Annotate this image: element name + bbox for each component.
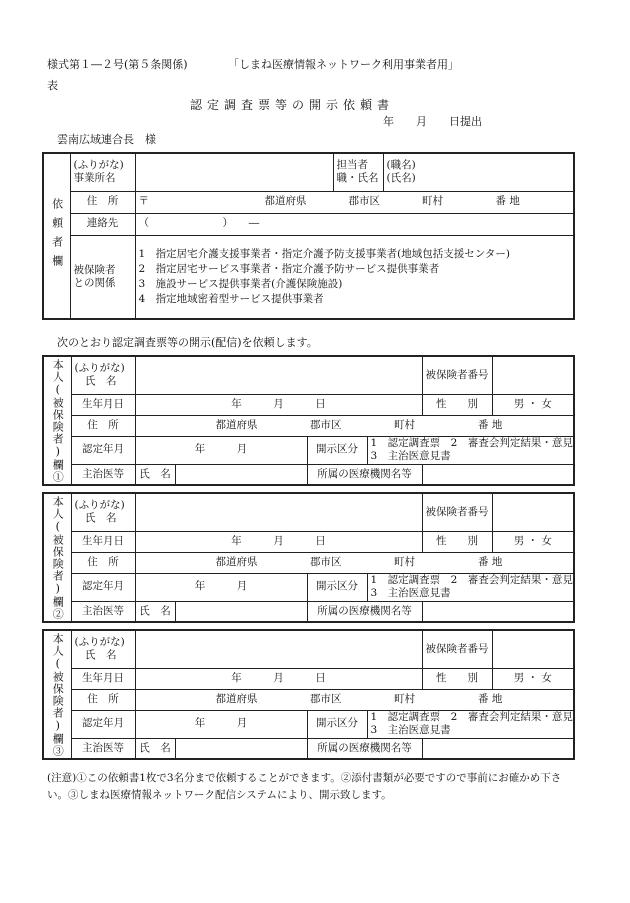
relation-label: 被保険者 との関係 [70, 235, 135, 319]
doctor-name-field[interactable] [175, 738, 307, 759]
person-address-field[interactable]: 都道府県 郡市区 町村 番 地 [135, 689, 574, 710]
insured-section-label: 本人(被保険者)欄② [43, 493, 71, 622]
disclosure-type-field[interactable]: 1 認定調査票 2 審査会判定結果・意見 3 主治医意見書 [367, 710, 574, 738]
relation-option: 3 施設サービス提供事業者(介護保険施設) [138, 277, 343, 290]
insured-number-label: 被保険者番号 [422, 630, 492, 668]
birth-field[interactable]: 年 月 日 [135, 531, 422, 552]
cert-month-label: 認定年月 [71, 710, 135, 738]
requester-table [42, 152, 575, 320]
disclosure-type-field[interactable]: 1 認定調査票 2 審査会判定結果・意見 3 主治医意見書 [367, 436, 574, 464]
institution-label: 所属の医療機関名等 [307, 601, 422, 622]
doctor-name-field[interactable] [175, 464, 307, 485]
insured-number-field[interactable] [492, 356, 574, 394]
gender-label: 性 別 [422, 531, 492, 552]
disclosure-type-label: 開示区分 [307, 710, 367, 738]
office-name-field[interactable] [135, 153, 333, 191]
cert-month-label: 認定年月 [71, 436, 135, 464]
gender-field[interactable]: 男 ・ 女 [492, 668, 574, 689]
relation-options[interactable] [135, 235, 574, 319]
intro-text: 次のとおり認定調査票等の開示(配信)を依頼します。 [57, 336, 318, 349]
name-field[interactable] [135, 630, 422, 668]
staff-field[interactable]: (職名) (氏名) [383, 153, 574, 191]
submission-date: 年 月 日提出 [383, 115, 482, 128]
addressee: 雲南広域連合長 様 [57, 133, 156, 146]
contact-field[interactable]: （ ） ― [135, 213, 574, 235]
address-label: 住 所 [70, 191, 135, 213]
gender-field[interactable]: 男 ・ 女 [492, 531, 574, 552]
insured-number-field[interactable] [492, 630, 574, 668]
disclosure-type-label: 開示区分 [307, 573, 367, 601]
insured-section-label: 本人(被保険者)欄③ [43, 630, 71, 759]
person-address-field[interactable]: 都道府県 郡市区 町村 番 地 [135, 415, 574, 436]
institution-field[interactable] [422, 738, 574, 759]
name-field[interactable] [135, 493, 422, 531]
institution-label: 所属の医療機関名等 [307, 464, 422, 485]
cert-month-field[interactable]: 年 月 [135, 573, 307, 601]
name-field[interactable] [135, 356, 422, 394]
doctor-name-field[interactable] [175, 601, 307, 622]
form-user-type: 「しまね医療情報ネットワーク利用事業者用」 [228, 58, 459, 71]
insured-person-table [42, 629, 575, 760]
insured-number-label: 被保険者番号 [422, 493, 492, 531]
name-label: (ふりがな) 氏 名 [71, 630, 135, 668]
gender-label: 性 別 [422, 394, 492, 415]
doctor-name-label: 氏 名 [135, 738, 175, 759]
institution-field[interactable] [422, 464, 574, 485]
insured-person-table [42, 355, 575, 486]
insured-section-label: 本人(被保険者)欄① [43, 356, 71, 485]
doctor-label: 主治医等 [71, 601, 135, 622]
insured-number-field[interactable] [492, 493, 574, 531]
gender-label: 性 別 [422, 668, 492, 689]
gender-field[interactable]: 男 ・ 女 [492, 394, 574, 415]
relation-option: 2 指定居宅サービス事業者・指定介護予防サービス提供事業者 [138, 262, 440, 275]
office-name-label: (ふりがな) 事業所名 [70, 153, 135, 191]
form-number: 様式第１―２号(第５条関係) [47, 58, 188, 71]
document-title: 認定調査票等の開示依頼書 [190, 98, 395, 112]
name-label: (ふりがな) 氏 名 [71, 493, 135, 531]
person-address-label: 住 所 [71, 552, 135, 573]
doctor-label: 主治医等 [71, 464, 135, 485]
insured-person-table [42, 492, 575, 623]
contact-label: 連絡先 [70, 213, 135, 235]
person-address-label: 住 所 [71, 415, 135, 436]
doctor-label: 主治医等 [71, 738, 135, 759]
relation-option: 1 指定居宅介護支援事業者・指定介護予防支援事業者(地域包括支援センター) [138, 247, 510, 260]
disclosure-type-label: 開示区分 [307, 436, 367, 464]
name-label: (ふりがな) 氏 名 [71, 356, 135, 394]
disclosure-type-field[interactable]: 1 認定調査票 2 審査会判定結果・意見 3 主治医意見書 [367, 573, 574, 601]
birth-field[interactable]: 年 月 日 [135, 394, 422, 415]
birth-label: 生年月日 [71, 394, 135, 415]
doctor-name-label: 氏 名 [135, 464, 175, 485]
requester-section-label: 依頼者欄 [43, 153, 70, 319]
doctor-name-label: 氏 名 [135, 601, 175, 622]
side-label: 表 [47, 79, 58, 92]
birth-label: 生年月日 [71, 531, 135, 552]
address-field[interactable]: 〒 都道府県 郡市区 町村 番 地 [135, 191, 574, 213]
institution-field[interactable] [422, 601, 574, 622]
cert-month-field[interactable]: 年 月 [135, 710, 307, 738]
relation-option: 4 指定地域密着型サービス提供事業者 [138, 292, 324, 305]
person-address-label: 住 所 [71, 689, 135, 710]
person-address-field[interactable]: 都道府県 郡市区 町村 番 地 [135, 552, 574, 573]
institution-label: 所属の医療機関名等 [307, 738, 422, 759]
birth-field[interactable]: 年 月 日 [135, 668, 422, 689]
birth-label: 生年月日 [71, 668, 135, 689]
cert-month-label: 認定年月 [71, 573, 135, 601]
insured-number-label: 被保険者番号 [422, 356, 492, 394]
staff-label: 担当者 職・氏名 [333, 153, 383, 191]
notes: (注意)①この依頼書1枚で3名分まで依頼することができます。②添付書類が必要ですので事前にお確かめ下さい。③しまね医療情報ネットワーク配信システムにより、開示致します。 [47, 772, 562, 801]
cert-month-field[interactable]: 年 月 [135, 436, 307, 464]
